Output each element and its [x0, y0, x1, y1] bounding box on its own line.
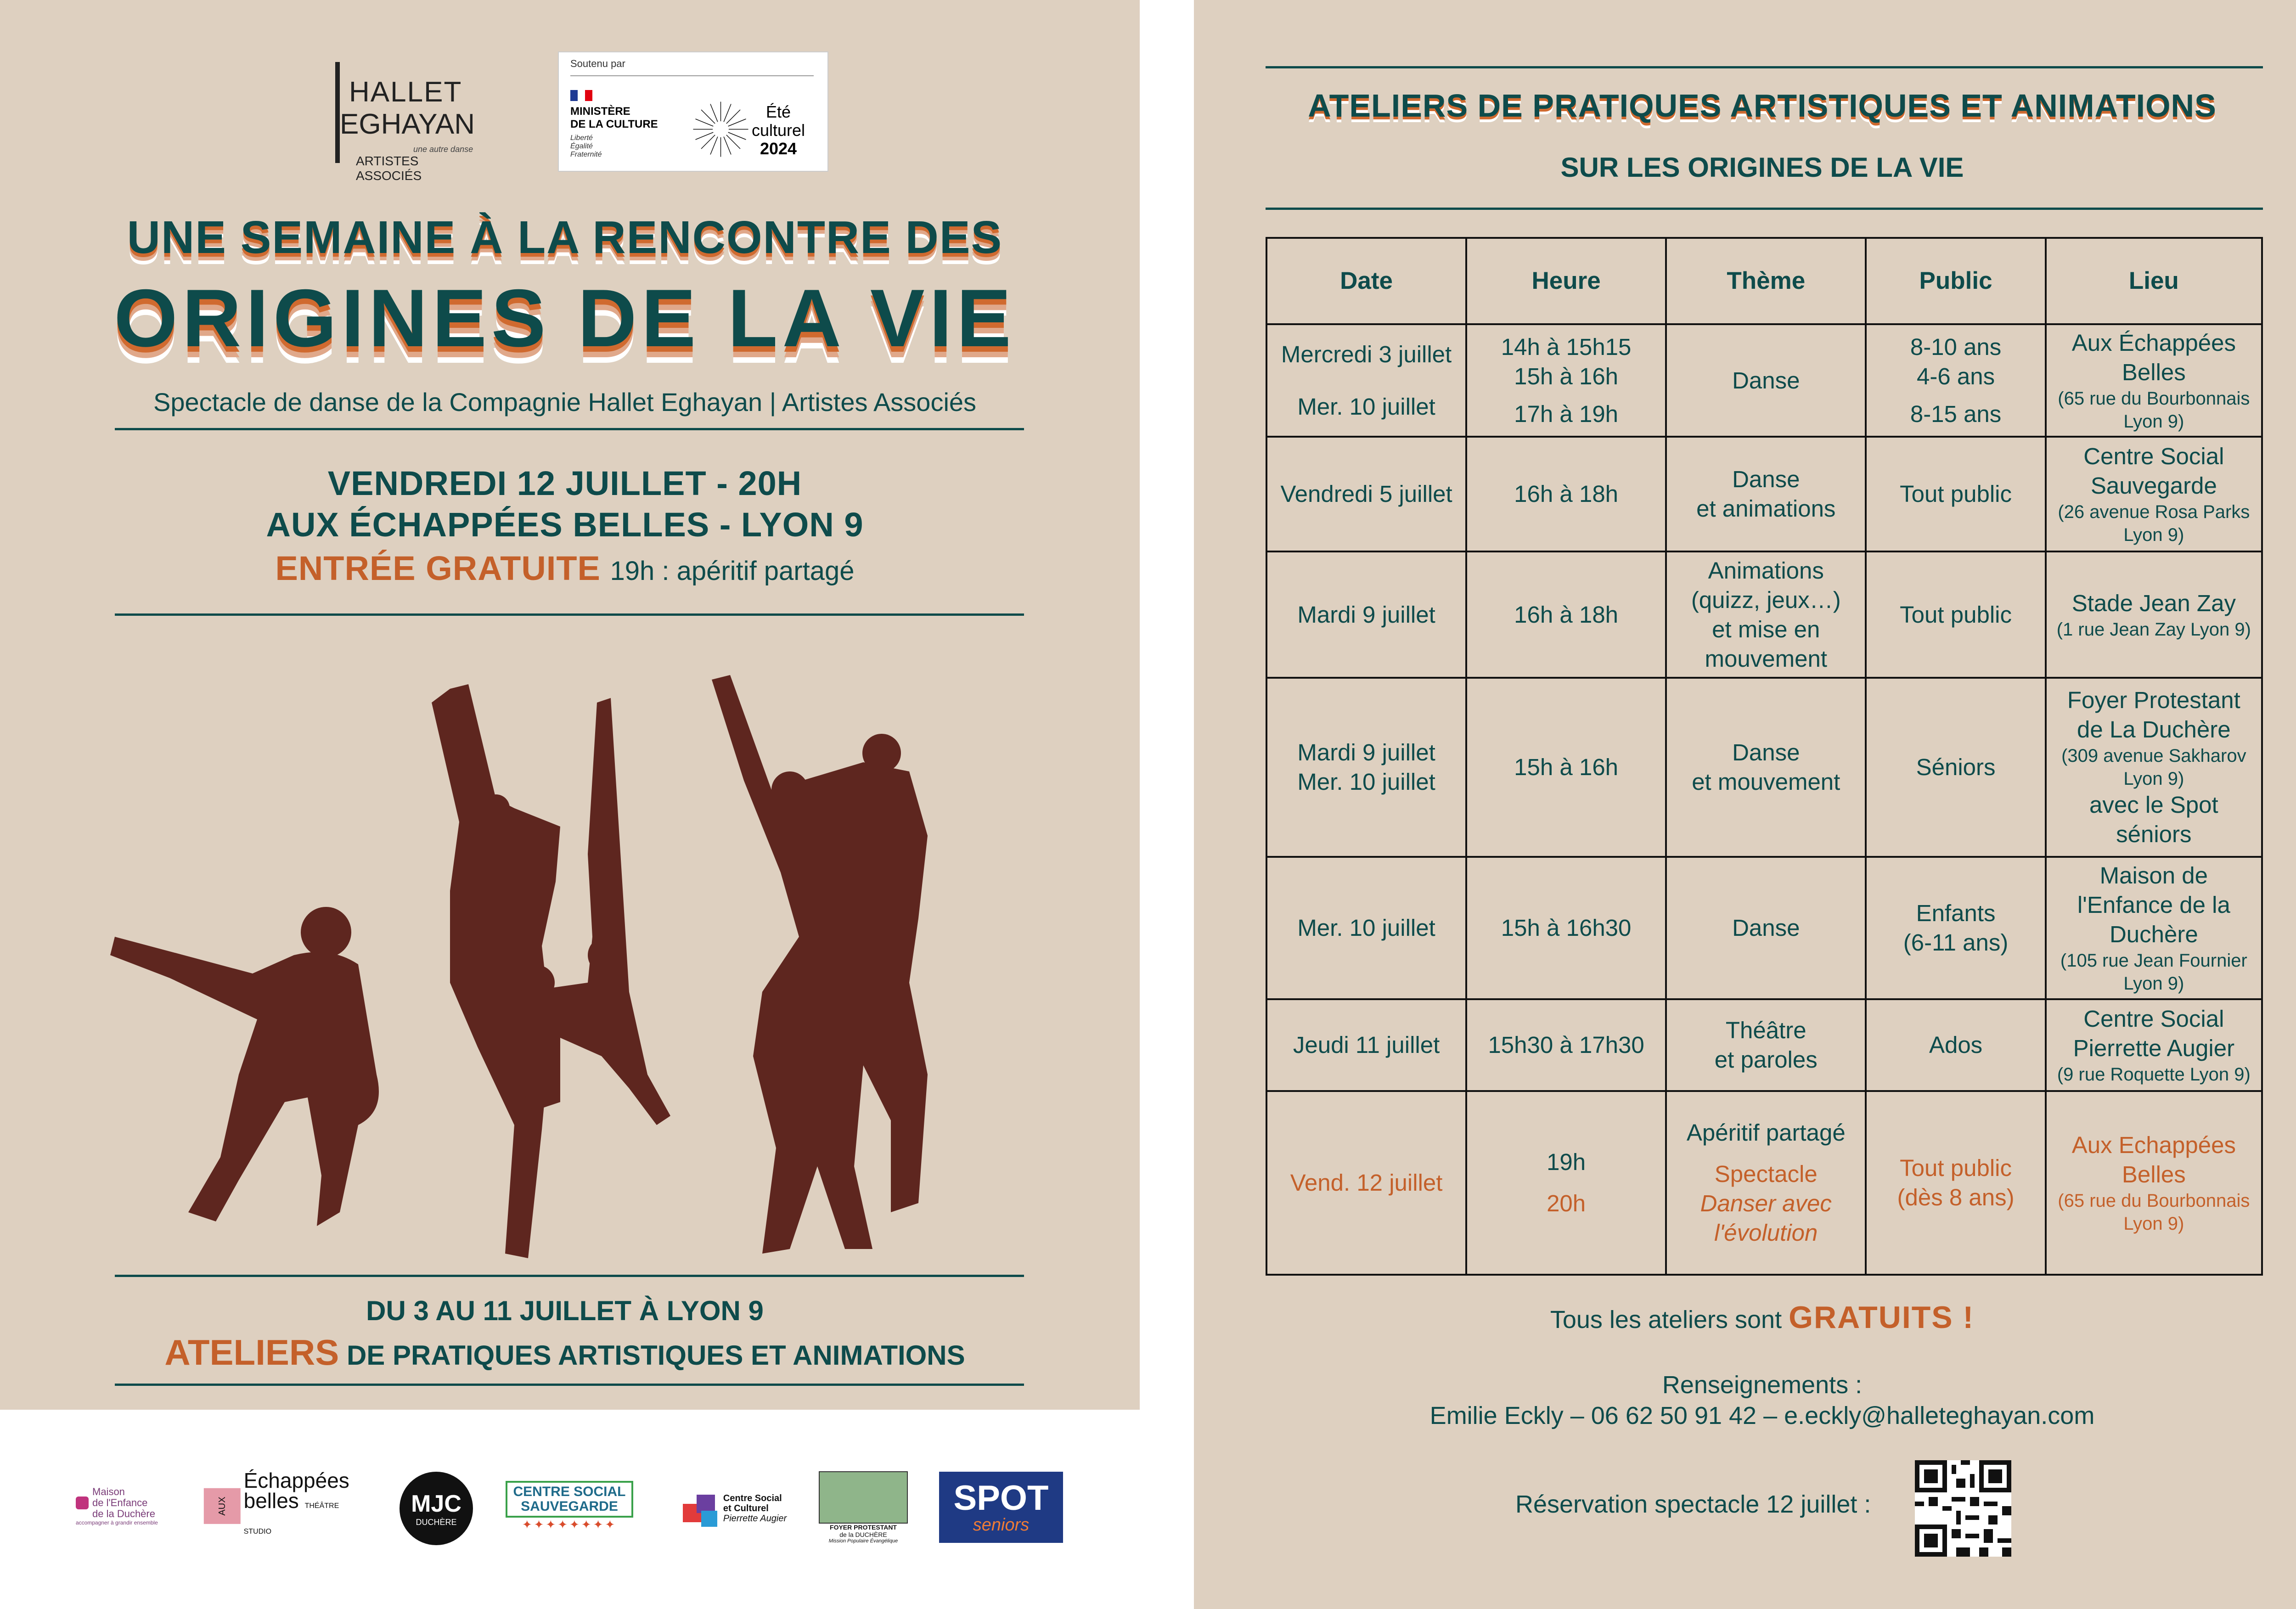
cell-public: Tout public (dès 8 ans)	[1866, 1091, 2045, 1275]
schedule-subtitle: SUR LES ORIGINES DE LA VIE	[1560, 152, 1964, 183]
cell-lieu: Stade Jean Zay (1 rue Jean Zay Lyon 9)	[2046, 551, 2262, 678]
col-header-heure: Heure	[1466, 238, 1666, 324]
contact-info: Emilie Eckly – 06 62 50 91 42 – e.eckly@halleteghayan.com	[1429, 1402, 2095, 1429]
cell-theme: Apéritif partagé Spectacle Danser avec l'évolution	[1666, 1091, 1866, 1275]
table-row	[1266, 324, 2262, 437]
cell-heure: 14h à 15h15 15h à 16h 17h à 19h	[1466, 324, 1666, 437]
cell-public: Ados	[1866, 999, 2045, 1091]
cell-heure: 16h à 18h	[1466, 551, 1666, 678]
show-subtitle: Spectacle de danse de la Compagnie Hallet Eghayan | Artistes Associés	[153, 388, 977, 416]
dancers-photo	[101, 661, 937, 1258]
table-header-row	[1266, 238, 2262, 324]
spot-seniors-logo: SPOT seniors	[939, 1472, 1063, 1543]
table-row	[1266, 1091, 2262, 1275]
cell-theme: Danse	[1666, 857, 1866, 999]
ete-culturel-label: Été culturel 2024	[752, 102, 805, 158]
cell-lieu: Aux Échappées Belles (65 rue du Bourbonnais Lyon 9)	[2046, 324, 2262, 437]
cell-date: Mardi 9 juillet Mer. 10 juillet	[1266, 678, 1466, 857]
cell-lieu: Aux Echappées Belles (65 rue du Bourbonnais Lyon 9)	[2046, 1091, 2262, 1275]
col-header-public: Public	[1866, 238, 2045, 324]
schedule-title: ATELIERS DE PRATIQUES ARTISTIQUES ET ANIMATIONS	[1308, 88, 2217, 124]
divider	[115, 1275, 1024, 1277]
ateliers-line	[28, 1332, 1102, 1373]
cell-date: Mardi 9 juillet	[1266, 551, 1466, 678]
cell-lieu: Foyer Protestant de La Duchère (309 avenue Sakharov Lyon 9) avec le Spot séniors	[2046, 678, 2262, 857]
table-row	[1266, 857, 2262, 999]
col-header-theme: Thème	[1666, 238, 1866, 324]
headline-line-1: UNE SEMAINE À LA RENCONTRE DES	[127, 212, 1003, 263]
ateliers-word: ATELIERS	[164, 1332, 339, 1373]
free-entry-label: ENTRÉE GRATUITE	[275, 549, 601, 587]
foyer-protestant-logo: FOYER PROTESTANT de la DUCHÈRE Mission Populaire Évangélique	[817, 1467, 909, 1547]
cell-public: Séniors	[1866, 678, 2045, 857]
ete-culturel-sun-icon	[692, 101, 749, 158]
reservation-label: Réservation spectacle 12 juillet :	[1515, 1491, 1871, 1518]
cell-theme: Danse et mouvement	[1666, 678, 1866, 857]
french-flag-icon	[570, 90, 592, 101]
cell-date: Jeudi 11 juillet	[1266, 999, 1466, 1091]
cell-theme: Danse	[1666, 324, 1866, 437]
schedule-table	[1266, 237, 2263, 1276]
cell-theme: Théâtre et paroles	[1666, 999, 1866, 1091]
ministry-devise: Liberté Égalité Fraternité	[570, 134, 602, 158]
cell-heure: 15h à 16h	[1466, 678, 1666, 857]
cell-date: Vend. 12 juillet	[1266, 1091, 1466, 1275]
cell-public: 8-10 ans 4-6 ans 8-15 ans	[1866, 324, 2045, 437]
free-label: GRATUITS !	[1789, 1300, 1975, 1335]
cell-heure: 19h 20h	[1466, 1091, 1666, 1275]
cell-theme: Animations (quizz, jeux…) et mise en mouvement	[1666, 551, 1866, 678]
qr-code-icon[interactable]	[1915, 1460, 2011, 1557]
divider	[115, 613, 1024, 616]
cell-date: Mer. 10 juillet	[1266, 857, 1466, 999]
cell-date: Vendredi 5 juillet	[1266, 437, 1466, 551]
cell-public: Tout public	[1866, 437, 2045, 551]
event-place: AUX ÉCHAPPÉES BELLES - LYON 9	[266, 506, 864, 544]
info-label: Renseignements :	[1662, 1371, 1863, 1399]
maison-enfance-logo: Maison de l'Enfance de la Duchère accompagner à grandir ensemble	[76, 1486, 158, 1526]
divider	[115, 428, 1024, 430]
divider	[1266, 208, 2263, 210]
headline-main-title: ORIGINES DE LA VIE	[114, 272, 1016, 364]
mjc-duchere-logo: MJC DUCHÈRE	[400, 1472, 473, 1545]
sponsor-logo-box: Soutenu par MINISTÈRE DE LA CULTURE Liberté Égalité Fraternité Été culturel 2024	[558, 51, 828, 172]
heart-icon	[76, 1496, 89, 1509]
col-header-lieu: Lieu	[2046, 238, 2262, 324]
cell-date: Mercredi 3 juillet Mer. 10 juillet	[1266, 324, 1466, 437]
divider	[1266, 66, 2263, 68]
event-date: VENDREDI 12 JUILLET - 20H	[327, 464, 802, 502]
centre-social-pierrette-augier-logo: Centre Social et Culturel Pierrette Augier	[677, 1485, 792, 1531]
event-entry	[28, 549, 1102, 588]
free-ateliers-note: Tous les ateliers sont GRATUITS !	[1550, 1300, 1975, 1335]
ateliers-description: DE PRATIQUES ARTISTIQUES ET ANIMATIONS	[346, 1340, 965, 1371]
cell-lieu: Maison de l'Enfance de la Duchère (105 rue Jean Fournier Lyon 9)	[2046, 857, 2262, 999]
cell-lieu: Centre Social Pierrette Augier (9 rue Roquette Lyon 9)	[2046, 999, 2262, 1091]
ateliers-dates: DU 3 AU 11 JUILLET À LYON 9	[366, 1295, 764, 1326]
cell-lieu: Centre Social Sauvegarde (26 avenue Rosa Parks Lyon 9)	[2046, 437, 2262, 551]
cell-public: Tout public	[1866, 551, 2045, 678]
cell-heure: 16h à 18h	[1466, 437, 1666, 551]
table-row	[1266, 551, 2262, 678]
divider	[115, 1384, 1024, 1386]
table-row	[1266, 999, 2262, 1091]
cell-heure: 15h30 à 17h30	[1466, 999, 1666, 1091]
cell-heure: 15h à 16h30	[1466, 857, 1666, 999]
centre-social-sauvegarde-logo: CENTRE SOCIAL SAUVEGARDE ✦✦✦✦✦✦✦✦	[505, 1474, 634, 1538]
ministry-name: MINISTÈRE DE LA CULTURE	[570, 105, 658, 130]
apero-label: 19h : apéritif partagé	[610, 556, 855, 586]
cell-public: Enfants (6-11 ans)	[1866, 857, 2045, 999]
table-row	[1266, 437, 2262, 551]
hallet-eghayan-logo: HALLET EGHAYAN une autre danse ARTISTES ASSOCIÉS	[331, 62, 487, 168]
table-row	[1266, 678, 2262, 857]
poster-panel	[0, 0, 1140, 1410]
echappees-belles-logo: AUX Échappées belles THÉÂTRE STUDIO	[204, 1481, 365, 1531]
col-header-date: Date	[1266, 238, 1466, 324]
cell-theme: Danse et animations	[1666, 437, 1866, 551]
